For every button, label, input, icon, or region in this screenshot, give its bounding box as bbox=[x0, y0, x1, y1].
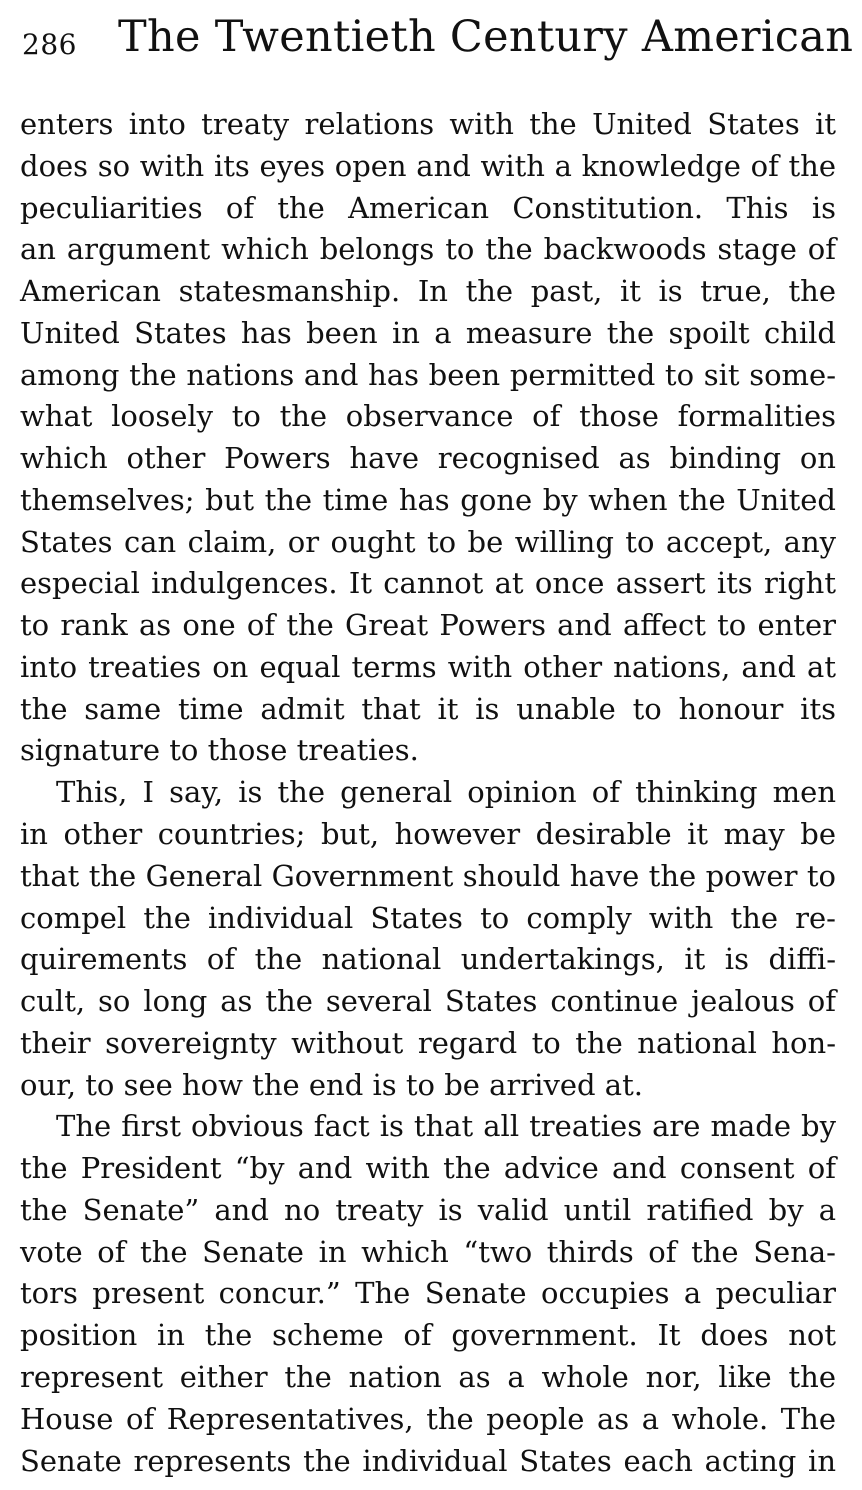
text-line: to rank as one of the Great Powers and affect to enter bbox=[20, 608, 836, 643]
text-line: among the nations and has been permitted to sit some- bbox=[20, 357, 836, 392]
text-line: compel the individual States to comply with the re- bbox=[20, 900, 836, 935]
text-line: position in the scheme of government. It does not bbox=[20, 1318, 836, 1353]
text-line: represent either the nation as a whole nor, like the bbox=[20, 1359, 836, 1394]
text-line: United States has been in a measure the spoilt child bbox=[20, 315, 836, 350]
text-line: our, to see how the end is to be arrived at. bbox=[20, 1067, 643, 1102]
body-text bbox=[20, 104, 836, 1482]
page-header bbox=[22, 8, 854, 70]
text-line: American statesmanship. In the past, it is true, the bbox=[20, 274, 836, 309]
text-line: signature to those treaties. bbox=[20, 733, 419, 768]
text-line: especial indulgences. It cannot at once assert its right bbox=[20, 566, 836, 601]
text-line: vote of the Senate in which “two thirds of the Sena- bbox=[20, 1234, 836, 1269]
text-line: what loosely to the observance of those formalities bbox=[20, 399, 836, 434]
text-line: tors present concur.” The Senate occupies a peculiar bbox=[20, 1276, 836, 1311]
text-line: cult, so long as the several States continue jealous of bbox=[20, 984, 836, 1019]
text-line: an argument which belongs to the backwoods stage of bbox=[20, 232, 836, 267]
page-number: 286 bbox=[22, 28, 77, 61]
text-line: Senate represents the individual States each acting in bbox=[20, 1443, 836, 1478]
running-title: The Twentieth Century American bbox=[118, 12, 854, 62]
text-line: does so with its eyes open and with a knowledge of the bbox=[20, 148, 836, 183]
text-line: the Senate” and no treaty is valid until ratified by a bbox=[20, 1192, 836, 1227]
text-line: their sovereignty without regard to the national hon- bbox=[20, 1025, 836, 1060]
text-line: in other countries; but, however desirable it may be bbox=[20, 817, 836, 852]
text-line: This, I say, is the general opinion of thinking men bbox=[56, 775, 836, 810]
text-line: States can claim, or ought to be willing to accept, any bbox=[20, 524, 836, 559]
text-line: enters into treaty relations with the United States it bbox=[20, 107, 836, 141]
text-line: The first obvious fact is that all treaties are made by bbox=[56, 1109, 836, 1144]
text-line: themselves; but the time has gone by when the United bbox=[20, 482, 836, 517]
text-line: that the General Government should have the power to bbox=[20, 858, 836, 893]
text-line: House of Representatives, the people as a whole. The bbox=[20, 1401, 836, 1436]
text-line: quirements of the national undertakings, it is diffi- bbox=[20, 942, 836, 977]
text-line: the President “by and with the advice and consent of bbox=[20, 1151, 836, 1186]
text-line: which other Powers have recognised as binding on bbox=[20, 441, 836, 476]
text-line: into treaties on equal terms with other nations, and at bbox=[20, 649, 836, 684]
text-line: the same time admit that it is unable to honour its bbox=[20, 691, 836, 726]
text-line: peculiarities of the American Constitution. This is bbox=[20, 190, 836, 225]
